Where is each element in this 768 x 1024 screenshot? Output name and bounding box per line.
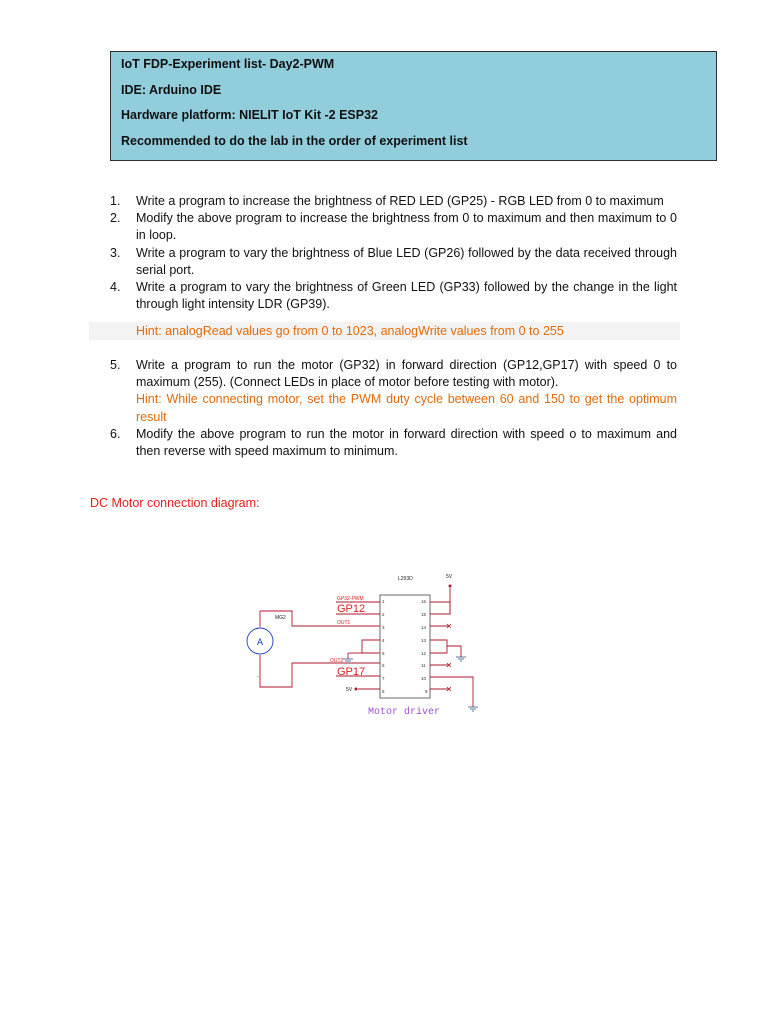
motor-ref-label: MG2: [275, 615, 286, 621]
pin-number: 11: [421, 663, 426, 668]
ic-right-pin-numbers: [421, 599, 428, 694]
hint-analog-values: Hint: analogRead values go from 0 to 1023, analogWrite values from 0 to 255: [136, 324, 564, 338]
label-gp32-pwm: GP32-PWM: [337, 596, 364, 602]
supply-5v-top-label: 5V: [446, 574, 453, 580]
experiment-number: 1.: [110, 194, 121, 208]
pin-number: 14: [421, 625, 427, 630]
experiment-text: Write a program to run the motor (GP32) in forward direction (GP12,GP17) with speed 0 to maximum (255). (Connect LEDs in place of motor before testing with motor).: [136, 358, 677, 390]
pin-number: 12: [421, 651, 427, 656]
ic-name-label: L293D: [398, 576, 413, 582]
experiment-number: 6.: [110, 426, 121, 441]
header-title: IoT FDP-Experiment list- Day2-PWM: [121, 57, 335, 71]
experiment-text: Write a program to increase the brightness of RED LED (GP25) - RGB LED from 0 to maximum: [136, 194, 664, 208]
header-recommendation: Recommended to do the lab in the order of experiment list: [121, 133, 468, 148]
experiment-list-part1: [110, 193, 677, 313]
experiment-item-6: [110, 426, 677, 460]
diagram-caption: DC Motor connection diagram:: [90, 496, 260, 510]
pin-number: 10: [421, 676, 427, 681]
motor-pin-minus: -: [257, 674, 259, 680]
label-gp17: GP17: [337, 666, 366, 678]
pin-number: 6: [382, 663, 385, 668]
pin-number: 15: [421, 612, 427, 617]
motor-pin-plus: +: [256, 626, 259, 631]
pin-number: 9: [425, 689, 428, 694]
experiment-item-4: [110, 279, 677, 313]
supply-5v-left-terminal: [355, 688, 358, 691]
experiment-text: Modify the above program to increase the brightness from 0 to maximum and then maximum to 0 in loop.: [136, 211, 677, 243]
motor-symbol-letter: A: [257, 638, 264, 649]
label-gp12: GP12: [337, 603, 366, 615]
pin-number: 13: [421, 638, 427, 643]
experiment-number: 5.: [110, 358, 121, 372]
pin-number: 1: [382, 599, 385, 604]
experiment-number: 3.: [110, 245, 121, 260]
pin-number: 8: [382, 689, 385, 694]
label-5v-left: 5V: [346, 687, 353, 693]
module-label: Motor driver: [368, 707, 441, 718]
supply-5v-top-terminal: [449, 585, 452, 588]
experiment-number: 2.: [110, 211, 121, 226]
pin-number: 16: [421, 599, 427, 604]
experiment-item-3: [110, 245, 677, 279]
label-out1: OUT1: [337, 620, 351, 626]
pin-number: 3: [382, 625, 385, 630]
no-connect-marks: [447, 624, 451, 691]
l293d-chip: [380, 595, 430, 698]
header-ide: IDE: Arduino IDE: [121, 82, 222, 97]
experiment-text: Write a program to vary the brightness of Green LED (GP33) followed by the change in the light through light intensity LDR (GP39).: [136, 280, 677, 312]
header-box: [110, 51, 717, 161]
experiment-item-5: [110, 357, 677, 426]
experiment-number: 4.: [110, 280, 121, 295]
ic-left-pin-numbers: [382, 599, 385, 694]
experiment-list-part2: [110, 357, 677, 460]
pin-number: 2: [382, 612, 385, 617]
experiment-item-2: [110, 210, 677, 244]
pin-number: 5: [382, 651, 385, 656]
experiment-item-1: [110, 193, 677, 210]
hint-pwm-duty-cycle: Hint: While connecting motor, set the PWM duty cycle between 60 and 150 to get the optimum result: [136, 392, 677, 424]
experiment-text: Write a program to vary the brightness of Blue LED (GP26) followed by the data received through serial port.: [136, 245, 677, 277]
pin-number: 4: [382, 638, 385, 643]
header-platform: Hardware platform: NIELIT IoT Kit -2 ESP32: [121, 108, 378, 122]
circuit-wires: [260, 588, 473, 707]
experiment-text: Modify the above program to run the motor in forward direction with speed o to maximum and then reverse with speed maximum to minimum.: [136, 426, 677, 459]
pin-number: 7: [382, 676, 385, 681]
motor-driver-circuit-diagram: [240, 565, 490, 725]
label-out2: OUT2: [330, 658, 344, 664]
